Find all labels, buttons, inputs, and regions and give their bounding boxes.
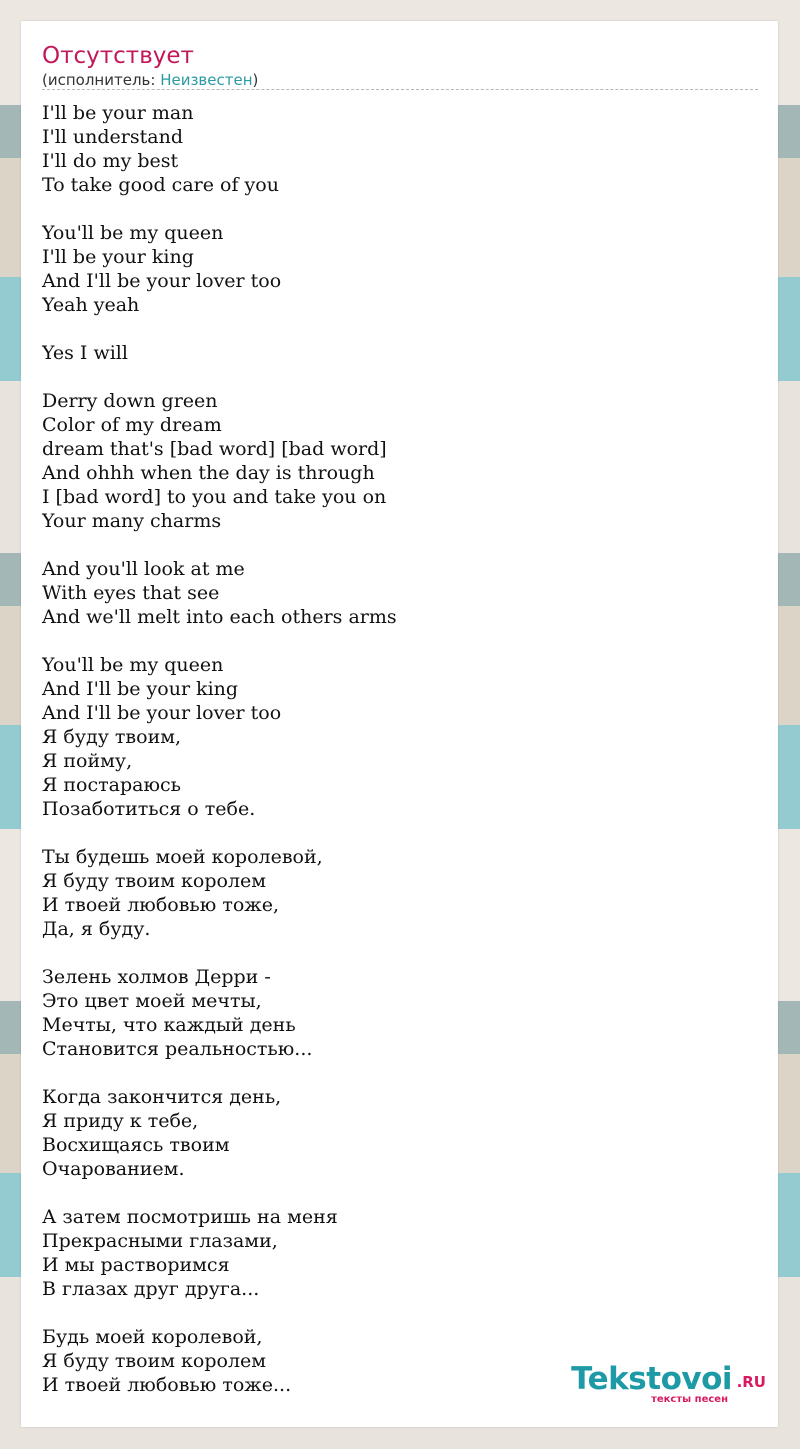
artist-link[interactable]: Неизвестен [160, 71, 253, 89]
site-logo[interactable] [560, 1361, 770, 1405]
artist-suffix: ) [252, 71, 259, 89]
artist-line [42, 70, 258, 90]
lyrics-card [21, 21, 778, 1427]
lyrics-text: I'll be your man I'll understand I'll do my best To take good care of you You'll be my queen I'll be your king And I'll be your lover too Yeah yeah Yes I will Derry down green Color of my dream dream that's [bad word] [bad word] And ohhh when the day is through I [bad word] to you and take you on Your many charms And you'll look at me With eyes that see And we'll melt into each others arms You'll be my queen And I'll be your king And I'll be your lover too Я буду твоим, Я пойму, Я постараюсь Позаботиться о тебе. Ты будешь моей королевой, Я буду твоим королем И твоей любовью тоже, Да, я буду. Зелень холмов Дерри - Это цвет моей мечты, Мечты, что каждый день Становится реальностью... Когда закончится день, Я приду к тебе, Восхищаясь твоим Очарованием. А затем посмотришь на меня Прекрасными глазами, И мы растворимся В глазах друг друга... Будь моей королевой, Я буду твоим королем И твоей любовью тоже... [42, 102, 397, 1396]
logo-tagline: тексты песен [651, 1394, 728, 1405]
song-title: Отсутствует [42, 43, 194, 69]
logo-tld: .RU [736, 1373, 766, 1391]
header-divider [42, 89, 758, 90]
artist-prefix: (исполнитель: [42, 71, 161, 89]
logo-name: Tekstovoi [571, 1361, 732, 1397]
